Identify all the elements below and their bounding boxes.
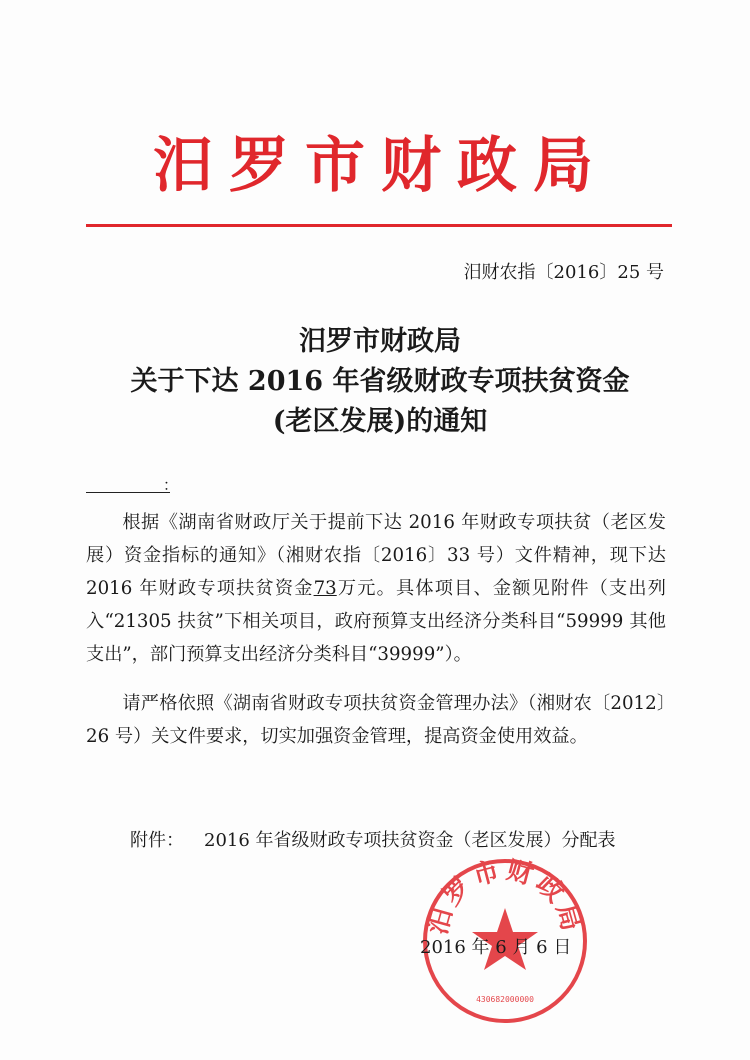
issue-date: 2016 年 6 月 6 日 bbox=[420, 937, 572, 958]
allocation-amount: 73 bbox=[313, 578, 337, 599]
attachment-title: 2016 年省级财政专项扶贫资金（老区发展）分配表 bbox=[204, 830, 616, 851]
body-paragraph-1 bbox=[86, 506, 666, 671]
attachment-line bbox=[130, 826, 616, 852]
body-paragraph-2: 请严格依照《湖南省财政专项扶贫资金管理办法》（湘财农〔2012〕26 号）关文件要求，切实加强资金管理，提高资金使用效益。 bbox=[86, 693, 666, 747]
body-text bbox=[86, 506, 666, 753]
addressee-blank bbox=[86, 474, 178, 494]
attachment-label: 附件： bbox=[130, 830, 184, 851]
svg-text:430682000000: 430682000000 bbox=[476, 995, 534, 1004]
title-line-2: 关于下达 2016 年省级财政专项扶贫资金 bbox=[130, 366, 630, 397]
title-line-3: (老区发展)的通知 bbox=[272, 406, 488, 437]
document-number: 汨财农指〔2016〕25 号 bbox=[463, 262, 664, 283]
title-line-1: 汨罗市财政局 bbox=[299, 326, 461, 357]
svg-text:汨罗市财政局: 汨罗市财政局 bbox=[422, 856, 588, 938]
document-title bbox=[80, 322, 680, 442]
masthead-agency-name: 汨罗市财政局 bbox=[153, 131, 609, 201]
addressee-colon: ： bbox=[162, 476, 178, 494]
red-separator-line bbox=[86, 224, 672, 227]
paragraph-1-part-b: 万元。具体项目、金额见附件（支出列入“21305 扶贫”下相关项目，政府预算支出经济分类科目“59999 其他支出”，部门预算支出经济分类科目“39999”）。 bbox=[86, 578, 666, 665]
paragraph-1-part-a: 根据《湖南省财政厅关于提前下达 2016 年财政专项扶贫（老区发展）资金指标的通知》（湘财农指〔2016〕33 号）文件精神，现下达 2016 年财政专项扶贫资金 bbox=[86, 512, 666, 599]
